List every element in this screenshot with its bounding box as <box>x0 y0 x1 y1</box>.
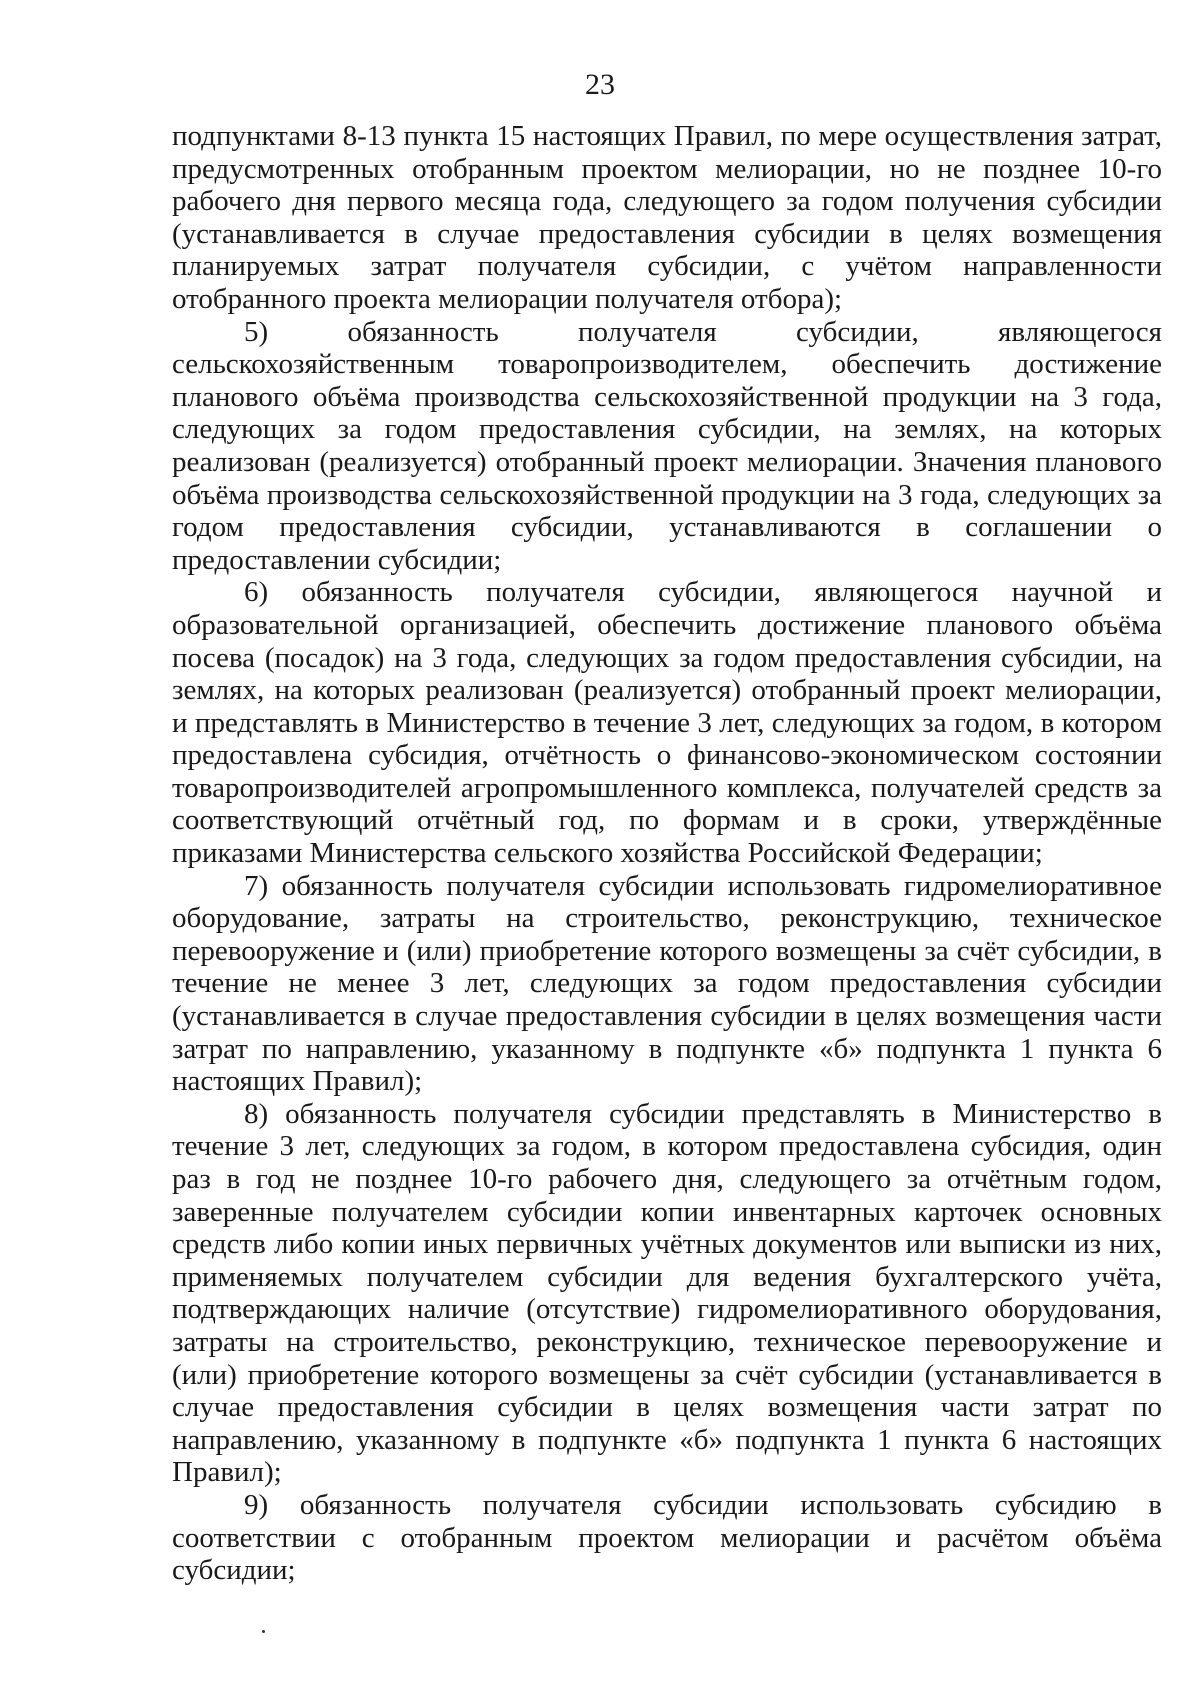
paragraph-item-9: 9) обязанность получателя субсидии использовать субсидию в соответствии с отобранным проектом мелиорации и расчётом объёма субсидии; <box>172 1488 1162 1587</box>
paragraph-item-8: 8) обязанность получателя субсидии представлять в Министерство в течение 3 лет, следующих за годом, в котором предоставлена субсидия, один раз в год не позднее 10-го рабочего дня, следующего за отчётным годом, заверенные получателем субсидии копии инвентарных карточек основных средств либо копии иных первичных учётных документов или выписки из них, применяемых получателем субсидии для ведения бухгалтерского учёта, подтверждающих наличие (отсутствие) гидромелиоративного оборудования, затраты на строительство, реконструкцию, техническое перевооружение и (или) приобретение которого возмещены за счёт субсидии (устанавливается в случае предоставления субсидии в целях возмещения части затрат по направлению, указанному в подпункте «б» подпункта 1 пункта 6 настоящих Правил); <box>172 1097 1162 1489</box>
document-body <box>172 120 1162 1587</box>
paragraph-continuation: подпунктами 8-13 пункта 15 настоящих Правил, по мере осуществления затрат, предусмотренных отобранным проектом мелиорации, но не позднее 10-го рабочего дня первого месяца года, следующего за годом получения субсидии (устанавливается в случае предоставления субсидии в целях возмещения планируемых затрат получателя субсидии, с учётом направленности отобранного проекта мелиорации получателя отбора); <box>172 120 1162 315</box>
page-number: 23 <box>585 68 615 101</box>
paragraph-item-6: 6) обязанность получателя субсидии, являющегося научной и образовательной организацией, обеспечить достижение планового объёма посева (посадок) на 3 года, следующих за годом предоставления субсидии, на землях, на которых реализован (реализуется) отобранный проект мелиорации, и представлять в Министерство в течение 3 лет, следующих за годом, в котором предоставлена субсидия, отчётность о финансово-экономическом состоянии товаропроизводителей агропромышленного комплекса, получателей средств за соответствующий отчётный год, по формам и в сроки, утверждённые приказами Министерства сельского хозяйства Российской Федерации; <box>172 576 1162 870</box>
scan-speck <box>262 1630 265 1633</box>
paragraph-item-5: 5) обязанность получателя субсидии, являющегося сельскохозяйственным товаропроизводителем, обеспечить достижение планового объёма производства сельскохозяйственной продукции на 3 года, следующих за годом предоставления субсидии, на землях, на которых реализован (реализуется) отобранный проект мелиорации. Значения планового объёма производства сельскохозяйственной продукции на 3 года, следующих за годом предоставления субсидии, устанавливаются в соглашении о предоставлении субсидии; <box>172 315 1162 576</box>
paragraph-item-7: 7) обязанность получателя субсидии использовать гидромелиоративное оборудование, затраты на строительство, реконструкцию, техническое перевооружение и (или) приобретение которого возмещены за счёт субсидии, в течение не менее 3 лет, следующих за годом предоставления субсидии (устанавливается в случае предоставления субсидии в целях возмещения части затрат по направлению, указанному в подпункте «б» подпункта 1 пункта 6 настоящих Правил); <box>172 869 1162 1098</box>
